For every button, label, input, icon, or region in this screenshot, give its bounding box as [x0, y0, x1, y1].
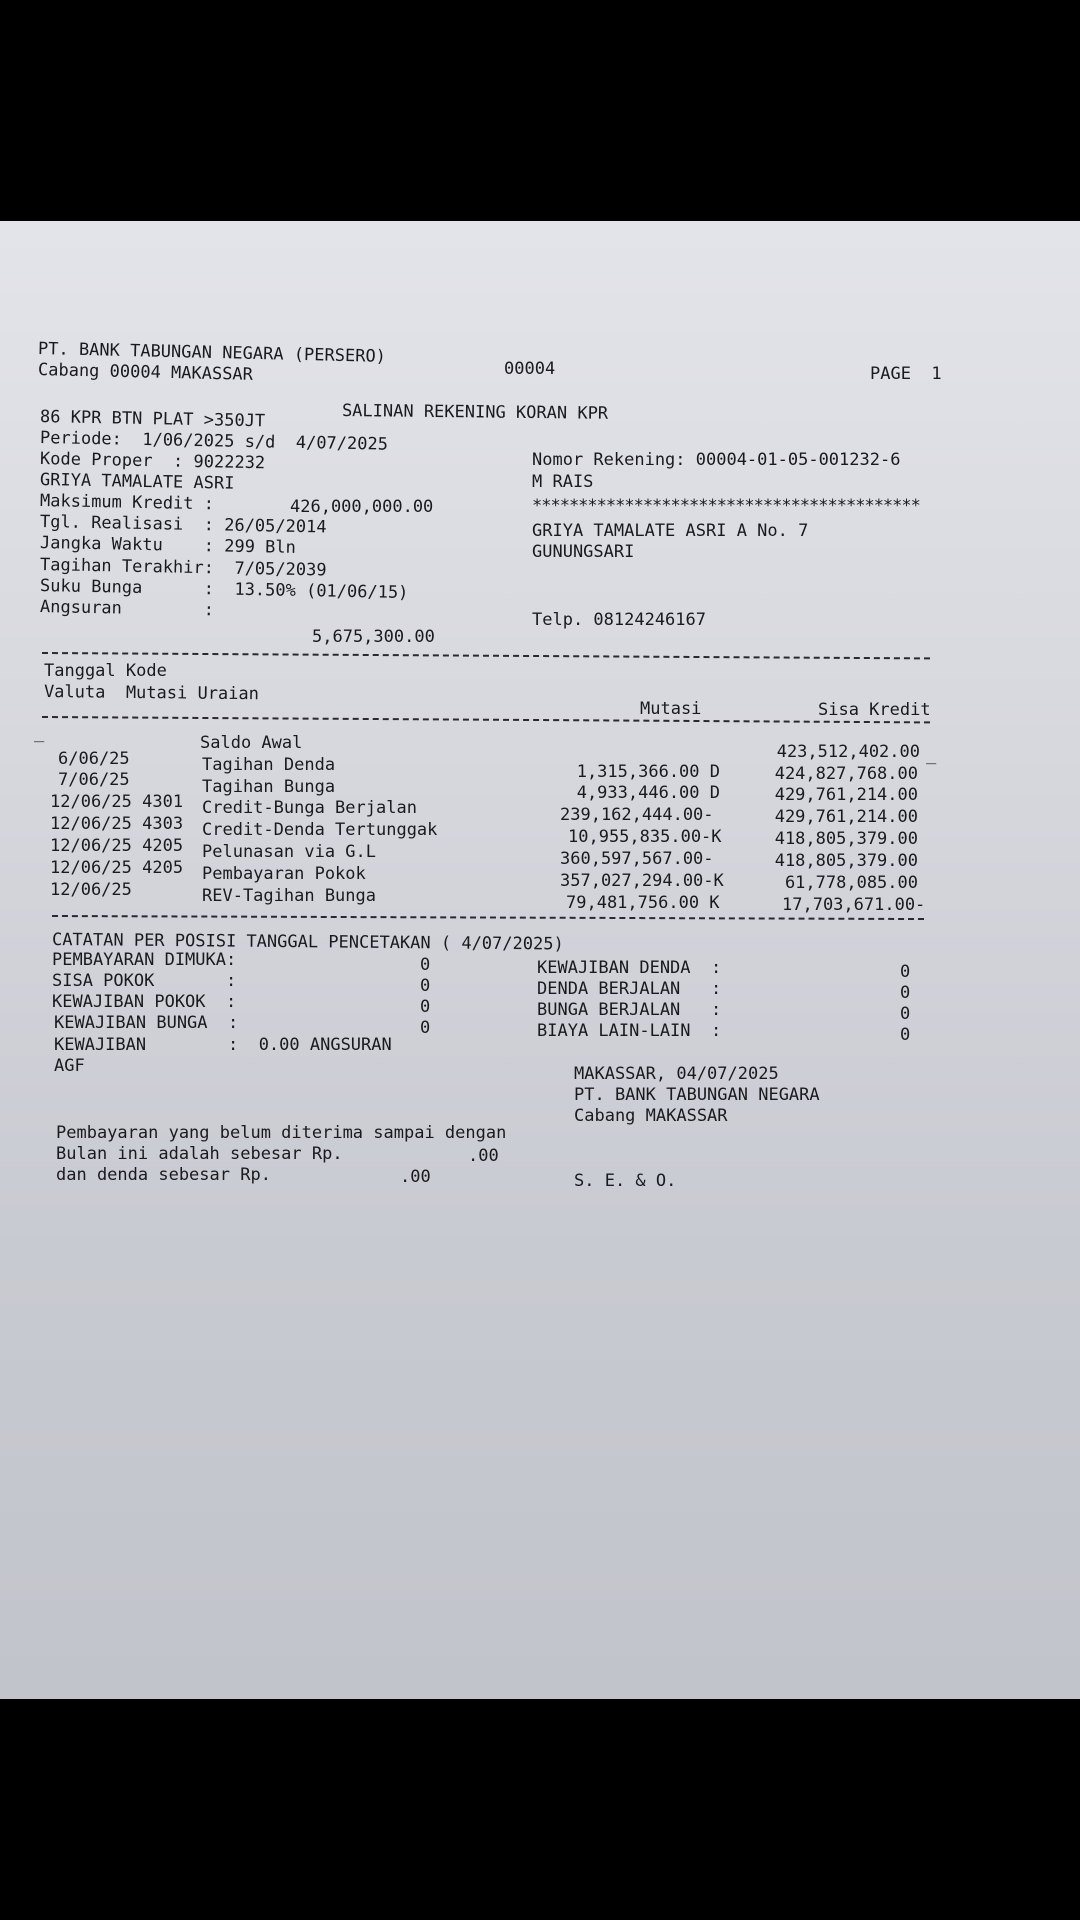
- page-number: PAGE 1: [870, 364, 942, 384]
- row-sisa-kredit: 61,778,085.00: [784, 873, 918, 893]
- row-sisa-kredit: 418,805,379.00: [774, 829, 918, 849]
- address-line-1: GRIYA TAMALATE ASRI A No. 7: [532, 521, 809, 541]
- bunga-berjalan-value: 0: [900, 1004, 911, 1024]
- note-line-1: Pembayaran yang belum diterima sampai dengan: [56, 1123, 507, 1143]
- left-margin-mark: _: [34, 723, 45, 743]
- angsuran-label: Angsuran :: [39, 597, 215, 621]
- footer-branch: Cabang MAKASSAR: [574, 1106, 728, 1126]
- row-date: 12/06/25 4205: [50, 836, 184, 856]
- row-sisa-kredit: 429,761,214.00: [774, 785, 918, 805]
- right-margin-mark: _: [926, 745, 937, 765]
- row-date: 12/06/25 4303: [50, 814, 184, 834]
- branch-name: Cabang 00004 MAKASSAR: [37, 360, 254, 385]
- sisa-pokok-label: SISA POKOK :: [52, 971, 237, 991]
- seo-mark: S. E. & O.: [574, 1171, 677, 1191]
- row-mutasi: 357,027,294.00-K: [560, 871, 724, 891]
- kewajiban-denda-value: 0: [900, 962, 911, 982]
- pembayaran-dimuka-value: 0: [420, 955, 431, 975]
- branch-code: 00004: [504, 359, 556, 379]
- row-sisa-kredit: 418,805,379.00: [774, 851, 918, 871]
- masked-field: ******************************************: [532, 496, 920, 516]
- column-valuta-uraian: Valuta Mutasi Uraian: [43, 682, 260, 705]
- angsuran-value: 5,675,300.00: [312, 627, 435, 647]
- sisa-pokok-value: 0: [420, 976, 431, 996]
- row-description: Pembayaran Pokok: [202, 864, 366, 884]
- maksimum-kredit-value: 426,000,000.00: [290, 497, 434, 517]
- row-sisa-kredit: 17,703,671.00-: [782, 895, 926, 915]
- tagihan-terakhir: Tagihan Terakhir: 7/05/2039: [39, 555, 327, 581]
- row-mutasi: 10,955,835.00-K: [568, 827, 722, 847]
- address-line-2: GUNUNGSARI: [532, 542, 635, 562]
- footer-bank-name: PT. BANK TABUNGAN NEGARA: [574, 1085, 820, 1105]
- denda-berjalan-value: 0: [900, 983, 911, 1003]
- row-date: 6/06/25: [58, 749, 130, 769]
- kewajiban-bunga-label: KEWAJIBAN BUNGA :: [54, 1013, 239, 1033]
- row-description: Credit-Bunga Berjalan: [202, 798, 417, 818]
- row-mutasi: 79,481,756.00 K: [566, 893, 720, 913]
- project-name: GRIYA TAMALATE ASRI: [39, 470, 235, 494]
- biaya-lain-label: BIAYA LAIN-LAIN :: [537, 1021, 722, 1041]
- row-mutasi: 360,597,567.00-: [560, 849, 714, 869]
- column-tanggal-kode: Tanggal Kode: [44, 661, 167, 681]
- customer-name: M RAIS: [532, 472, 594, 492]
- agf-label: AGF: [54, 1056, 85, 1076]
- row-sisa-kredit: 423,512,402.00: [776, 742, 920, 762]
- row-description: Tagihan Bunga: [202, 777, 336, 797]
- telephone: Telp. 08124246167: [532, 610, 706, 630]
- note-line-2-value: .00: [468, 1146, 499, 1166]
- row-sisa-kredit: 424,827,768.00: [774, 764, 918, 784]
- document-title: SALINAN REKENING KORAN KPR: [341, 401, 609, 424]
- row-date: 7/06/25: [58, 770, 130, 790]
- row-description: Saldo Awal: [200, 733, 303, 753]
- row-date: 12/06/25 4205: [50, 858, 184, 878]
- bunga-berjalan-label: BUNGA BERJALAN :: [537, 1000, 722, 1020]
- denda-berjalan-label: DENDA BERJALAN :: [537, 979, 722, 999]
- note-line-2: Bulan ini adalah sebesar Rp.: [56, 1144, 343, 1164]
- kewajiban-bunga-value: 0: [420, 1018, 431, 1038]
- row-mutasi: 1,315,366.00 D: [576, 762, 720, 782]
- place-date: MAKASSAR, 04/07/2025: [574, 1064, 779, 1084]
- separator-header: [42, 716, 930, 723]
- pembayaran-dimuka-label: PEMBAYARAN DIMUKA:: [52, 950, 237, 970]
- row-description: Credit-Denda Tertunggak: [202, 820, 438, 840]
- row-description: Pelunasan via G.L: [202, 842, 376, 862]
- suku-bunga: Suku Bunga : 13.50% (01/06/15): [39, 576, 409, 604]
- column-mutasi: Mutasi: [640, 699, 702, 719]
- nomor-rekening: Nomor Rekening: 00004-01-05-001232-6: [532, 450, 901, 470]
- row-date: 12/06/25 4301: [50, 792, 184, 812]
- kewajiban-angsuran: KEWAJIBAN : 0.00 ANGSURAN: [54, 1035, 392, 1055]
- kode-proper: Kode Proper : 9022232: [39, 449, 266, 474]
- kewajiban-denda-label: KEWAJIBAN DENDA :: [537, 958, 722, 978]
- row-sisa-kredit: 429,761,214.00: [774, 807, 918, 827]
- kewajiban-pokok-value: 0: [420, 997, 431, 1017]
- maksimum-kredit-label: Maksimum Kredit :: [39, 491, 215, 515]
- row-description: REV-Tagihan Bunga: [202, 886, 376, 906]
- note-line-3: dan denda sebesar Rp.: [56, 1165, 271, 1185]
- note-line-3-value: .00: [400, 1167, 431, 1187]
- statement-paper: [0, 221, 1080, 1699]
- row-mutasi: 239,162,444.00-: [560, 805, 714, 825]
- bank-name: PT. BANK TABUNGAN NEGARA (PERSERO): [37, 339, 387, 367]
- separator-top: [42, 652, 930, 659]
- biaya-lain-value: 0: [900, 1025, 911, 1045]
- kewajiban-pokok-label: KEWAJIBAN POKOK :: [52, 992, 237, 1012]
- row-description: Tagihan Denda: [202, 755, 336, 775]
- catatan-title: CATATAN PER POSISI TANGGAL PENCETAKAN ( 4/07/2025): [51, 930, 564, 955]
- product-name: 86 KPR BTN PLAT >350JT: [39, 407, 266, 432]
- periode: Periode: 1/06/2025 s/d 4/07/2025: [39, 428, 389, 455]
- row-date: 12/06/25: [50, 880, 132, 900]
- jangka-waktu: Jangka Waktu : 299 Bln: [39, 533, 297, 558]
- tgl-realisasi: Tgl. Realisasi : 26/05/2014: [39, 512, 327, 538]
- separator-bottom: [52, 915, 924, 920]
- column-sisa-kredit: Sisa Kredit: [818, 700, 931, 720]
- row-mutasi: 4,933,446.00 D: [576, 783, 720, 803]
